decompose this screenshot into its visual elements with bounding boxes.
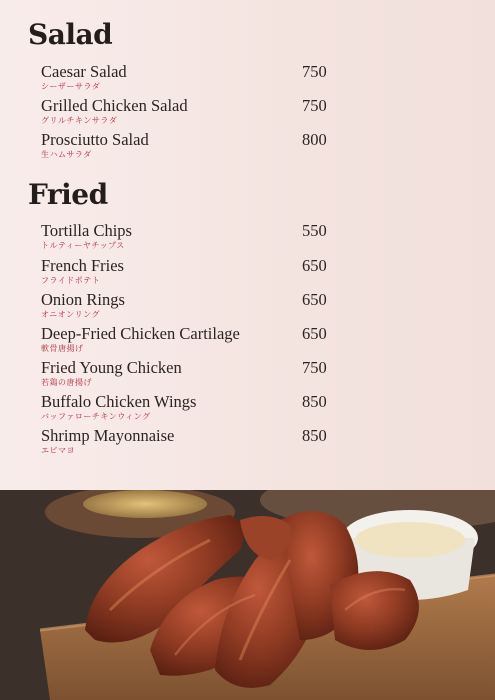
item-price: 850	[302, 392, 327, 411]
item-name: Prosciutto Salad	[41, 130, 149, 149]
item-price: 650	[302, 290, 327, 309]
menu-item	[41, 290, 341, 324]
item-name: French Fries	[41, 256, 124, 275]
item-price: 750	[302, 62, 327, 81]
menu-item	[41, 358, 341, 392]
item-price: 650	[302, 256, 327, 275]
item-price: 650	[302, 324, 327, 343]
item-price: 850	[302, 426, 327, 445]
item-name: Grilled Chicken Salad	[41, 96, 188, 115]
menu-item	[41, 324, 341, 358]
menu-item	[41, 221, 341, 255]
menu-item	[41, 96, 341, 130]
menu-item	[41, 426, 341, 460]
item-price: 550	[302, 221, 327, 240]
food-illustration	[0, 490, 495, 700]
item-name: Deep-Fried Chicken Cartilage	[41, 324, 240, 343]
item-name: Onion Rings	[41, 290, 125, 309]
item-price: 750	[302, 96, 327, 115]
menu-item	[41, 130, 341, 164]
item-name-jp: オニオンリング	[41, 310, 101, 319]
fries-icon	[83, 490, 207, 518]
menu-item	[41, 392, 341, 426]
item-name: Shrimp Mayonnaise	[41, 426, 175, 445]
item-name: Tortilla Chips	[41, 221, 132, 240]
dip-sauce	[355, 522, 465, 558]
item-name-jp: 軟骨唐揚げ	[41, 344, 84, 353]
item-name-jp: 生ハムサラダ	[41, 150, 92, 159]
item-price: 750	[302, 358, 327, 377]
menu-item	[41, 256, 341, 290]
item-name-jp: 若鶏の唐揚げ	[41, 378, 92, 387]
item-name-jp: エビマヨ	[41, 446, 75, 455]
item-name-jp: バッファローチキンウィング	[41, 412, 151, 421]
item-price: 800	[302, 130, 327, 149]
chicken-wings-photo	[0, 490, 495, 700]
item-name: Buffalo Chicken Wings	[41, 392, 197, 411]
item-name: Caesar Salad	[41, 62, 127, 81]
menu-item	[41, 62, 341, 96]
section-title-salad: Salad	[28, 18, 113, 51]
item-name: Fried Young Chicken	[41, 358, 182, 377]
section-title-fried: Fried	[28, 178, 108, 211]
item-name-jp: トルティーヤチップス	[41, 241, 125, 250]
item-name-jp: グリルチキンサラダ	[41, 116, 118, 125]
item-name-jp: フライドポテト	[41, 276, 101, 285]
chicken-wing	[330, 571, 419, 650]
item-name-jp: シーザーサラダ	[41, 82, 101, 91]
